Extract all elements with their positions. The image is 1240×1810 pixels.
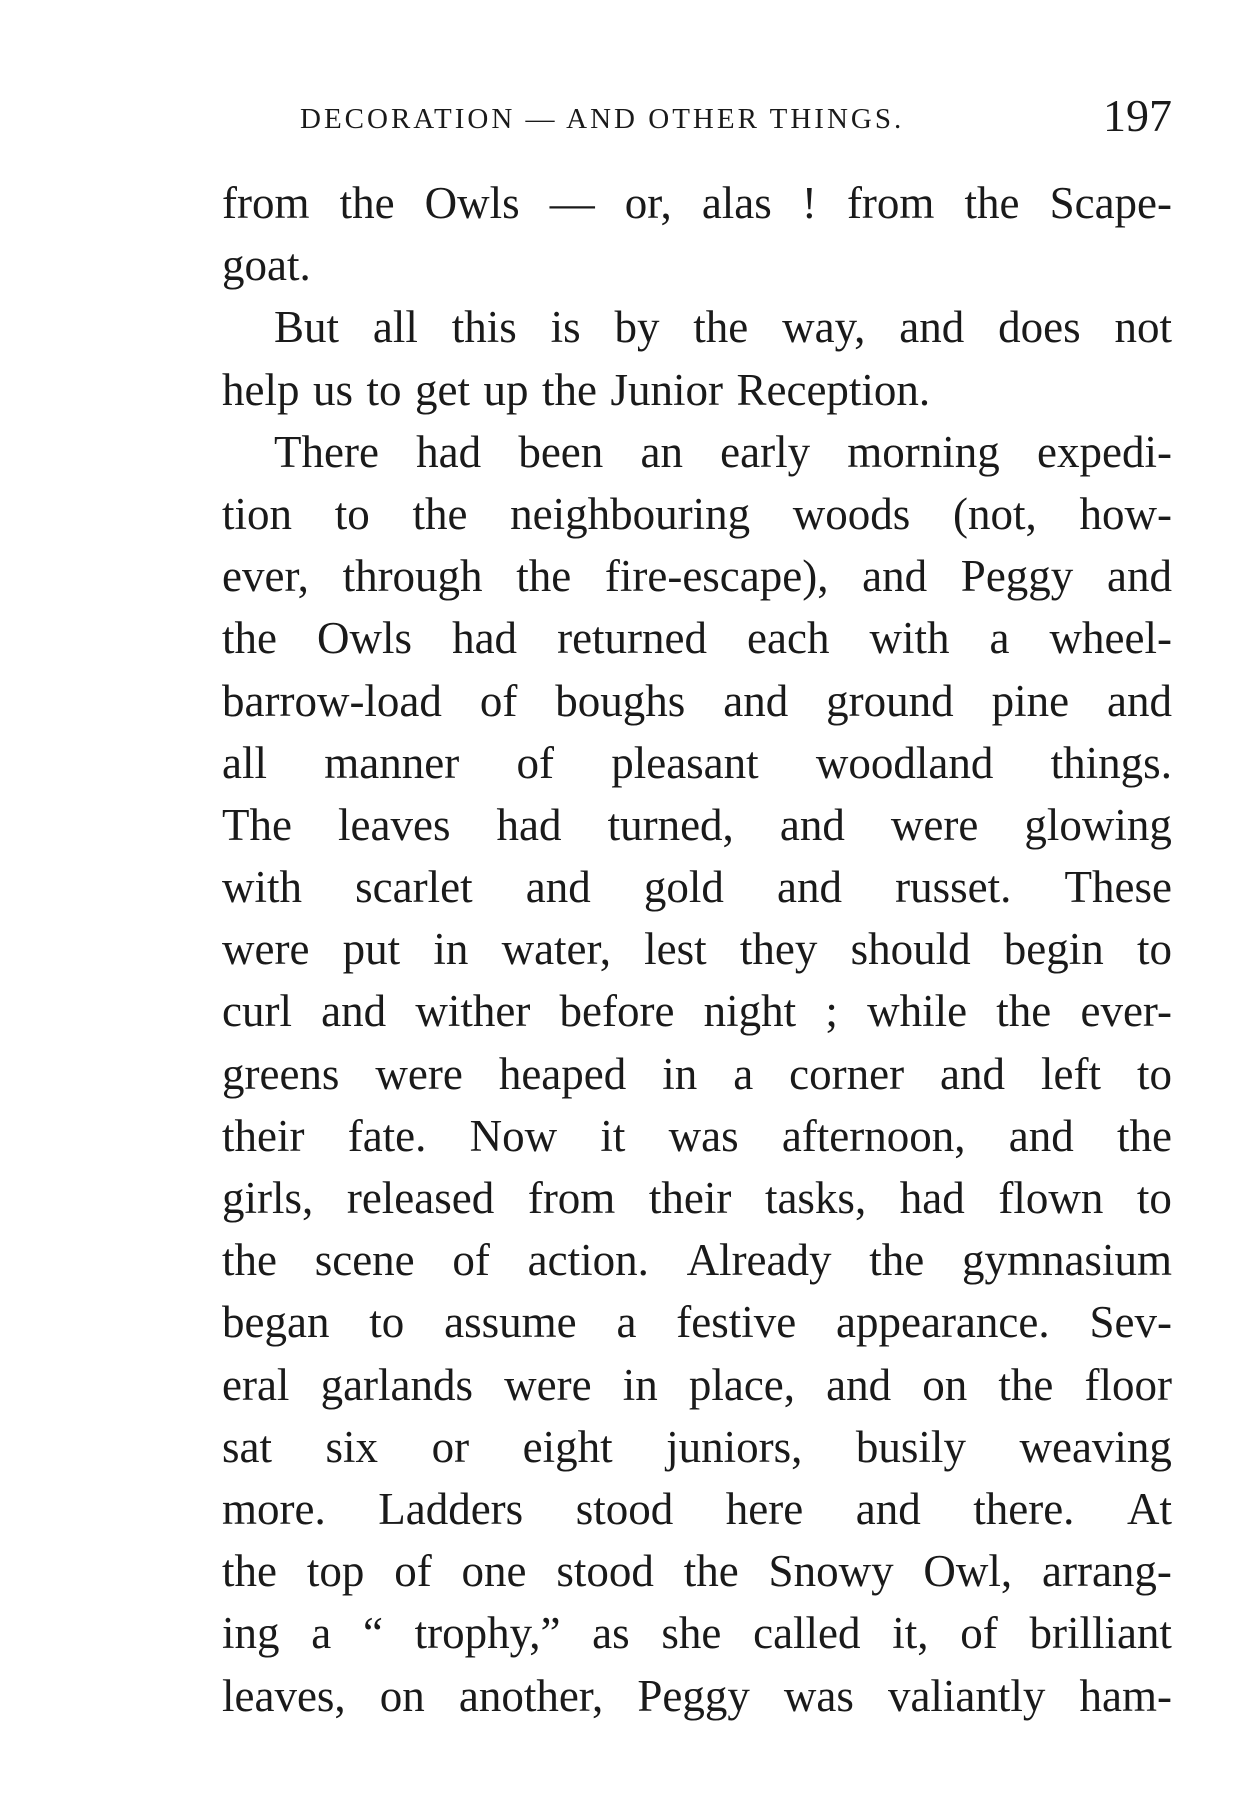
word: this bbox=[451, 302, 517, 353]
word: it, bbox=[892, 1608, 929, 1659]
word: the bbox=[222, 613, 277, 664]
word: wheel- bbox=[1049, 613, 1172, 664]
word: The bbox=[222, 799, 292, 850]
word: the bbox=[412, 488, 468, 539]
word: and bbox=[779, 799, 845, 850]
word: how- bbox=[1079, 488, 1172, 539]
word: goat. bbox=[222, 240, 311, 291]
word: in bbox=[433, 924, 469, 975]
word: At bbox=[1126, 1483, 1172, 1534]
word: and bbox=[826, 1359, 892, 1410]
word: action. bbox=[527, 1235, 649, 1286]
word: fate. bbox=[347, 1110, 427, 1161]
word: called bbox=[753, 1608, 861, 1659]
text-line bbox=[222, 1478, 1172, 1540]
word: girls, bbox=[222, 1173, 314, 1223]
word: leaves bbox=[338, 799, 451, 850]
word: ham- bbox=[1079, 1670, 1172, 1721]
word: Ladders bbox=[378, 1483, 524, 1534]
word: does bbox=[998, 302, 1081, 353]
word: valiantly bbox=[887, 1670, 1046, 1721]
word: leaves, bbox=[222, 1670, 346, 1721]
word: had bbox=[496, 799, 562, 850]
word: put bbox=[342, 924, 401, 975]
word: scene bbox=[314, 1235, 415, 1286]
word: help bbox=[222, 364, 300, 415]
running-head bbox=[300, 78, 1172, 142]
word: get bbox=[415, 364, 470, 415]
word: garlands bbox=[320, 1359, 474, 1410]
text-line bbox=[222, 918, 1172, 980]
word: juniors, bbox=[666, 1421, 803, 1472]
word: were bbox=[375, 1048, 463, 1099]
word: pine bbox=[991, 675, 1070, 726]
word: Reception. bbox=[736, 364, 931, 415]
word: their bbox=[222, 1110, 305, 1161]
word: one bbox=[461, 1546, 527, 1597]
word: gold bbox=[643, 862, 724, 913]
word: and bbox=[1107, 675, 1172, 726]
text-line bbox=[222, 1354, 1172, 1416]
word: began bbox=[222, 1297, 330, 1348]
page-number: 197 bbox=[1103, 90, 1172, 141]
word: way, bbox=[782, 302, 866, 353]
word: to bbox=[366, 364, 402, 415]
word: neighbouring bbox=[510, 488, 751, 539]
word: another, bbox=[458, 1670, 604, 1721]
word: stood bbox=[556, 1546, 654, 1597]
word: ! bbox=[801, 178, 817, 228]
word: curl bbox=[222, 986, 292, 1037]
word: water, bbox=[501, 924, 611, 975]
word: a bbox=[989, 613, 1010, 664]
word: woods bbox=[792, 488, 911, 539]
word: up bbox=[483, 364, 529, 415]
text-line bbox=[222, 670, 1172, 732]
word: ground bbox=[826, 675, 954, 726]
text-line bbox=[222, 1229, 1172, 1291]
word: turned, bbox=[607, 799, 734, 850]
word: was bbox=[668, 1110, 739, 1161]
word: the bbox=[998, 1359, 1054, 1410]
word: by bbox=[614, 302, 660, 353]
word: — bbox=[549, 178, 595, 228]
text-line bbox=[222, 1291, 1172, 1353]
word: weaving bbox=[1019, 1421, 1172, 1472]
word: on bbox=[922, 1359, 968, 1410]
word: heaped bbox=[498, 1048, 627, 1099]
word: stood bbox=[575, 1483, 674, 1534]
word: lest bbox=[644, 924, 707, 975]
word: glowing bbox=[1024, 799, 1172, 850]
word: they bbox=[739, 924, 818, 975]
word: and bbox=[940, 1048, 1006, 1099]
word: and bbox=[1106, 551, 1172, 602]
word: gymnasium bbox=[961, 1235, 1172, 1286]
word: from bbox=[222, 178, 310, 228]
word: pleasant bbox=[611, 737, 759, 788]
word: in bbox=[622, 1359, 658, 1410]
word: of bbox=[516, 737, 554, 788]
word: festive bbox=[676, 1297, 797, 1348]
word: These bbox=[1064, 862, 1172, 913]
text-line bbox=[222, 234, 1172, 296]
word: barrow-load bbox=[222, 675, 442, 726]
word: of bbox=[452, 1235, 490, 1286]
word: to bbox=[369, 1297, 405, 1348]
word: Owl, bbox=[923, 1546, 1013, 1597]
word: of bbox=[960, 1608, 998, 1659]
word: expedi- bbox=[1037, 426, 1172, 477]
word: to bbox=[1136, 1048, 1172, 1099]
word: flown bbox=[998, 1173, 1104, 1223]
text-line bbox=[222, 980, 1172, 1042]
word: top bbox=[306, 1546, 365, 1597]
word: and bbox=[723, 675, 789, 726]
word: the bbox=[222, 1235, 277, 1286]
word: tasks, bbox=[764, 1173, 867, 1223]
word: while bbox=[867, 986, 968, 1037]
word: sat bbox=[222, 1421, 272, 1472]
word: boughs bbox=[555, 675, 686, 726]
word: or bbox=[431, 1421, 470, 1472]
text-line bbox=[222, 1105, 1172, 1167]
word: she bbox=[661, 1608, 722, 1659]
text-line bbox=[222, 1043, 1172, 1105]
text-line bbox=[222, 545, 1172, 607]
word: scarlet bbox=[355, 862, 473, 913]
word: there. bbox=[973, 1483, 1075, 1534]
word: trophy,” bbox=[414, 1608, 561, 1659]
word: is bbox=[550, 302, 581, 353]
text-line bbox=[222, 296, 1172, 358]
word: Now bbox=[469, 1110, 558, 1161]
word: (not, bbox=[953, 488, 1037, 539]
word: the bbox=[996, 986, 1052, 1037]
word: But bbox=[274, 302, 340, 353]
word: the bbox=[222, 1546, 277, 1597]
word: left bbox=[1041, 1048, 1101, 1099]
word: brilliant bbox=[1029, 1608, 1172, 1659]
word: it bbox=[600, 1110, 626, 1161]
text-line bbox=[222, 483, 1172, 545]
word: on bbox=[379, 1670, 425, 1721]
text-line bbox=[222, 1602, 1172, 1664]
text-line bbox=[222, 856, 1172, 918]
word: ; bbox=[825, 986, 838, 1037]
word: from bbox=[527, 1173, 616, 1223]
word: the bbox=[683, 1546, 739, 1597]
word: before bbox=[559, 986, 675, 1037]
word: or, bbox=[624, 178, 672, 228]
word: was bbox=[783, 1670, 854, 1721]
word: more. bbox=[222, 1483, 326, 1534]
word: Owls bbox=[317, 613, 413, 664]
word: each bbox=[747, 613, 830, 664]
word: were bbox=[222, 924, 310, 975]
word: the bbox=[516, 551, 572, 602]
running-title: DECORATION — AND OTHER THINGS. bbox=[300, 103, 905, 135]
word: wither bbox=[415, 986, 531, 1037]
word: fire-escape), bbox=[604, 551, 829, 602]
word: Sev- bbox=[1089, 1297, 1172, 1348]
word: should bbox=[850, 924, 971, 975]
text-line bbox=[222, 1540, 1172, 1602]
word: ever- bbox=[1080, 986, 1172, 1037]
word: to bbox=[1136, 924, 1172, 975]
text-line bbox=[222, 607, 1172, 669]
word: tion bbox=[222, 488, 293, 539]
word: ever, bbox=[222, 551, 309, 602]
word: returned bbox=[557, 613, 707, 664]
word: had bbox=[452, 613, 518, 664]
text-line bbox=[222, 732, 1172, 794]
word: with bbox=[222, 862, 303, 913]
word: their bbox=[648, 1173, 732, 1223]
word: ing bbox=[222, 1608, 280, 1659]
word: night bbox=[703, 986, 797, 1037]
text-line bbox=[222, 1416, 1172, 1478]
word: corner bbox=[789, 1048, 905, 1099]
word: and bbox=[855, 1483, 921, 1534]
word: through bbox=[342, 551, 483, 602]
word: Junior bbox=[610, 364, 723, 415]
word: had bbox=[899, 1173, 965, 1223]
word: alas bbox=[701, 178, 772, 228]
body-text bbox=[222, 172, 1172, 1727]
word: the bbox=[693, 302, 749, 353]
word: appearance. bbox=[836, 1297, 1050, 1348]
word: an bbox=[640, 426, 683, 477]
word: and bbox=[777, 862, 842, 913]
word: greens bbox=[222, 1048, 340, 1099]
text-line bbox=[222, 1665, 1172, 1727]
word: Owls bbox=[424, 178, 520, 228]
word: all bbox=[372, 302, 418, 353]
text-line bbox=[222, 794, 1172, 856]
word: had bbox=[416, 426, 482, 477]
word: Snowy bbox=[768, 1546, 894, 1597]
word: eral bbox=[222, 1359, 290, 1410]
word: woodland bbox=[815, 737, 994, 788]
text-line bbox=[222, 172, 1172, 234]
word: were bbox=[890, 799, 979, 850]
word: and bbox=[525, 862, 591, 913]
word: released bbox=[346, 1173, 495, 1223]
word: and bbox=[862, 551, 928, 602]
word: assume bbox=[444, 1297, 577, 1348]
word: manner bbox=[324, 737, 460, 788]
word: arrang- bbox=[1042, 1546, 1172, 1597]
word: Scape- bbox=[1049, 178, 1172, 228]
word: and bbox=[1008, 1110, 1074, 1161]
word: busily bbox=[855, 1421, 966, 1472]
word: a bbox=[616, 1297, 637, 1348]
word: to bbox=[1136, 1173, 1172, 1223]
word: the bbox=[339, 178, 395, 228]
word: here bbox=[725, 1483, 804, 1534]
word: with bbox=[869, 613, 950, 664]
word: of bbox=[479, 675, 518, 726]
word: were bbox=[504, 1359, 592, 1410]
word: the bbox=[869, 1235, 925, 1286]
word: the bbox=[964, 178, 1020, 228]
word: place, bbox=[688, 1359, 796, 1410]
word: of bbox=[394, 1546, 432, 1597]
word: “ bbox=[362, 1608, 383, 1659]
word: morning bbox=[847, 426, 1000, 477]
word: to bbox=[334, 488, 370, 539]
word: early bbox=[720, 426, 811, 477]
word: in bbox=[662, 1048, 698, 1099]
word: the bbox=[542, 364, 597, 415]
text-line bbox=[222, 1167, 1172, 1229]
word: six bbox=[325, 1421, 379, 1472]
word: us bbox=[312, 364, 353, 415]
word: begin bbox=[1003, 924, 1104, 975]
word: a bbox=[733, 1048, 754, 1099]
word: been bbox=[518, 426, 604, 477]
word: not bbox=[1114, 302, 1172, 353]
word: Peggy bbox=[960, 551, 1074, 602]
word: from bbox=[846, 178, 935, 228]
word: all bbox=[222, 737, 267, 788]
word: floor bbox=[1084, 1359, 1172, 1410]
word: as bbox=[592, 1608, 630, 1659]
word: There bbox=[274, 426, 379, 477]
text-line bbox=[222, 359, 1172, 421]
word: eight bbox=[522, 1421, 613, 1472]
text-line bbox=[222, 421, 1172, 483]
word: things. bbox=[1050, 737, 1172, 788]
word: Already bbox=[686, 1235, 832, 1286]
word: and bbox=[321, 986, 387, 1037]
word: a bbox=[311, 1608, 332, 1659]
word: and bbox=[899, 302, 965, 353]
word: Peggy bbox=[637, 1670, 750, 1721]
word: russet. bbox=[895, 862, 1012, 913]
word: afternoon, bbox=[781, 1110, 966, 1161]
word: the bbox=[1116, 1110, 1172, 1161]
